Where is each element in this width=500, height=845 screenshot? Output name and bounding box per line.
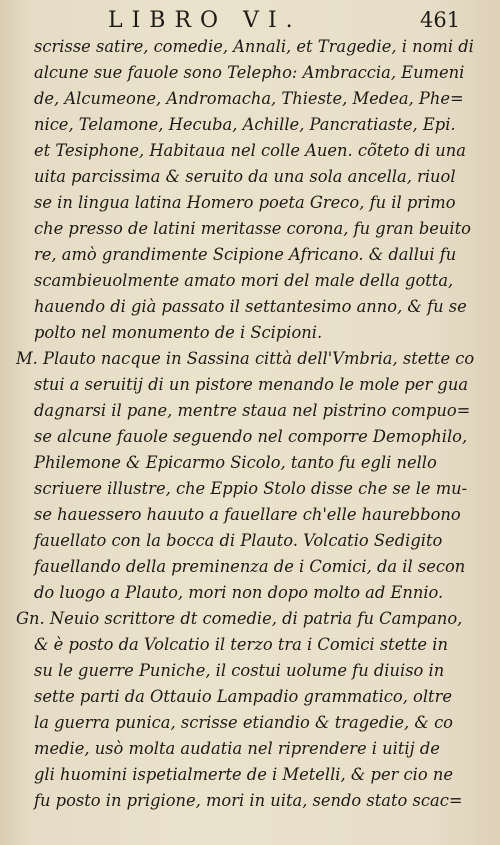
running-head: LIBRO VI. — [108, 8, 302, 33]
text-line: scriuere illustre, che Eppio Stolo disse che se le mu- — [34, 479, 468, 498]
text-line: Philemone & Epicarmo Sicolo, tanto fu egli nello — [34, 453, 437, 472]
text-line: la guerra punica, scrisse etiandio & tragedie, & co — [34, 713, 453, 732]
text-line: su le guerre Puniche, il costui uolume fu diuiso in — [34, 661, 445, 680]
text-line: che presso de latini meritasse corona, fu gran beuito — [34, 219, 471, 238]
page-header — [0, 8, 500, 34]
text-line: se hauessero hauuto a fauellare ch'elle haurebbono — [34, 505, 461, 524]
text-line: Gn. Neuio scrittore dt comedie, di patria fu Campano, — [16, 609, 463, 628]
text-line: re, amò grandimente Scipione Africano. & dallui fu — [34, 245, 457, 264]
text-line: de, Alcumeone, Andromacha, Thieste, Medea, Phe= — [34, 89, 464, 108]
text-line: alcune sue fauole sono Telepho: Ambraccia, Eumeni — [34, 63, 465, 82]
text-line: se alcune fauole seguendo nel comporre Demophilo, — [34, 427, 468, 446]
text-line: se in lingua latina Homero poeta Greco, fu il primo — [34, 193, 456, 212]
text-line: uita parcissima & seruito da una sola ancella, riuol — [34, 167, 456, 186]
text-line: gli huomini ispetialmerte de i Metelli, & per cio ne — [34, 765, 453, 784]
text-line: scrisse satire, comedie, Annali, et Tragedie, i nomi di — [34, 37, 474, 56]
text-line: scambieuolmente amato mori del male della gotta, — [34, 271, 454, 290]
text-line: polto nel monumento de i Scipioni. — [34, 323, 323, 342]
text-line: & è posto da Volcatio il terzo tra i Comici stette in — [34, 635, 448, 654]
text-line: fu posto in prigione, mori in uita, sendo stato scac= — [34, 791, 463, 810]
text-line: sette parti da Ottauio Lampadio grammatico, oltre — [34, 687, 453, 706]
text-line: nice, Telamone, Hecuba, Achille, Pancratiaste, Epi. — [34, 115, 456, 134]
text-line: M. Plauto nacque in Sassina città dell'Vmbria, stette co — [16, 349, 475, 368]
text-line: fauellando della preminenza de i Comici, da il secon — [34, 557, 466, 576]
text-line: et Tesiphone, Habitaua nel colle Auen. cõteto di una — [34, 141, 466, 160]
text-line: medie, usò molta audatia nel riprendere i uitij de — [34, 739, 440, 758]
text-line: dagnarsi il pane, mentre staua nel pistrino compuo= — [34, 401, 471, 420]
text-line: do luogo a Plauto, mori non dopo molto ad Ennio. — [34, 583, 444, 602]
text-line: stui a seruitij di un pistore menando le mole per gua — [34, 375, 469, 394]
text-line: hauendo di già passato il settantesimo anno, & fu se — [34, 297, 467, 316]
page-number: 461 — [420, 8, 461, 32]
text-line: fauellato con la bocca di Plauto. Volcatio Sedigito — [34, 531, 443, 550]
